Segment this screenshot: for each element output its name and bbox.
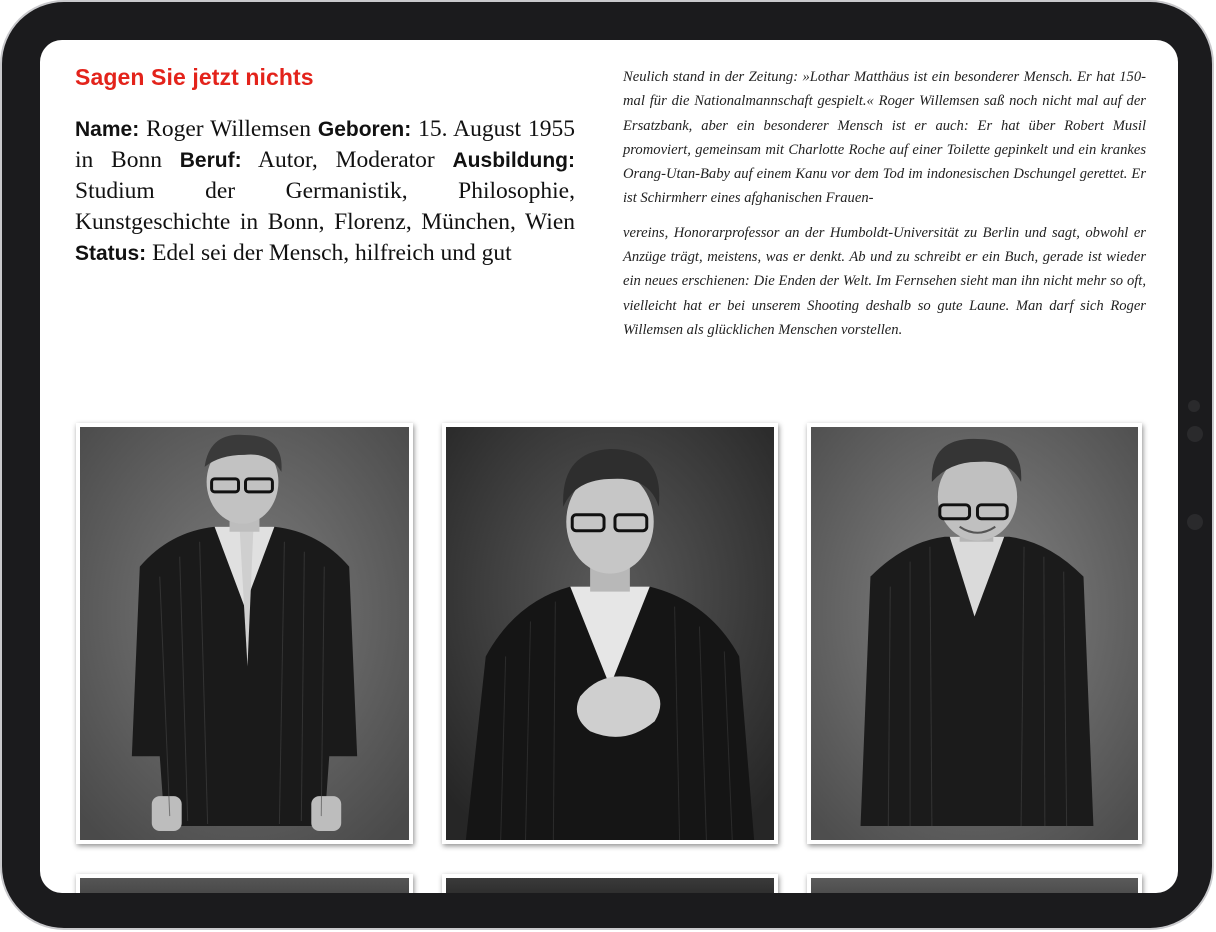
article-paragraph-1: Neulich stand in der Zeitung: »Lothar Matthäus ist ein besonderer Mensch. Er hat 150-mal für die Nationalmannschaft gespielt.« Roger Willemsen saß noch nicht mal auf der Ersatzbank, aber ein besonderer Mensch ist er auch: Er hat über Robert Musil promoviert, gemeinsam mit Charlotte Roche auf einer Toilette gepinkelt und ein krankes Orang-Utan-Baby auf einem Kanu vor dem Tod im indonesischen Dschungel gerettet. Er ist Schirmherr eines afghanischen Frauen- (623, 69, 1146, 207)
photo-row2-left-image (80, 878, 409, 893)
sensor-dot-2 (1187, 514, 1203, 530)
fact-label-name: Name: (75, 118, 140, 141)
photo-portrait-clapping-image (446, 427, 774, 840)
fact-value-education: Studium der Germanistik, Philosophie, Kunstgeschichte in Bonn, Florenz, München, Wien (75, 178, 575, 235)
fact-label-education: Ausbildung: (452, 149, 575, 172)
article-body (623, 65, 1146, 342)
fact-value-name: Roger Willemsen (146, 116, 311, 142)
fact-value-status: Edel sei der Mensch, hilfreich und gut (152, 240, 512, 266)
tablet-frame (2, 2, 1212, 928)
photo-row2-middle-image (446, 878, 774, 893)
man-smiling-illustration (811, 427, 1138, 840)
fact-value-born: 15. August 1955 in Bonn (75, 116, 576, 173)
photo-row2-left[interactable] (76, 874, 413, 893)
photo-portrait-smiling-image (811, 427, 1138, 840)
photo-portrait-smiling[interactable] (807, 423, 1142, 844)
photo-portrait-standing-image (80, 427, 409, 840)
photo-portrait-clapping[interactable] (442, 423, 778, 844)
photo-row2-right-image (811, 878, 1138, 893)
man-clapping-illustration (446, 427, 774, 840)
fact-label-job: Beruf: (179, 149, 242, 172)
fact-label-born: Geboren: (317, 118, 412, 141)
photo-portrait-standing[interactable] (76, 423, 413, 844)
article-paragraph-2: vereins, Honorarprofessor an der Humboldt-Universität zu Berlin und sagt, obwohl er Anzüge trägt, meistens, was er denkt. Ab und zu schreibt er ein Buch, gerade ist wieder ein neues erschienen: Die Enden der Welt. Im Fernsehen sieht man ihn nicht mehr so oft, vielleicht hat er bei unserem Shooting deshalb so gute Laune. Man darf sich Roger Willemsen als glücklichen Menschen vorstellen. (623, 224, 1146, 338)
photo-row2-middle[interactable] (442, 874, 778, 893)
man-standing-illustration (80, 427, 409, 840)
camera-dot (1188, 400, 1200, 412)
sensor-dot (1187, 426, 1203, 442)
photo-row2-right[interactable] (807, 874, 1142, 893)
fact-box (75, 114, 575, 269)
screen (40, 40, 1178, 893)
article-title: Sagen Sie jetzt nichts (75, 64, 314, 90)
fact-label-status: Status: (75, 242, 147, 265)
fact-value-job: Autor, Moderator (258, 147, 435, 173)
